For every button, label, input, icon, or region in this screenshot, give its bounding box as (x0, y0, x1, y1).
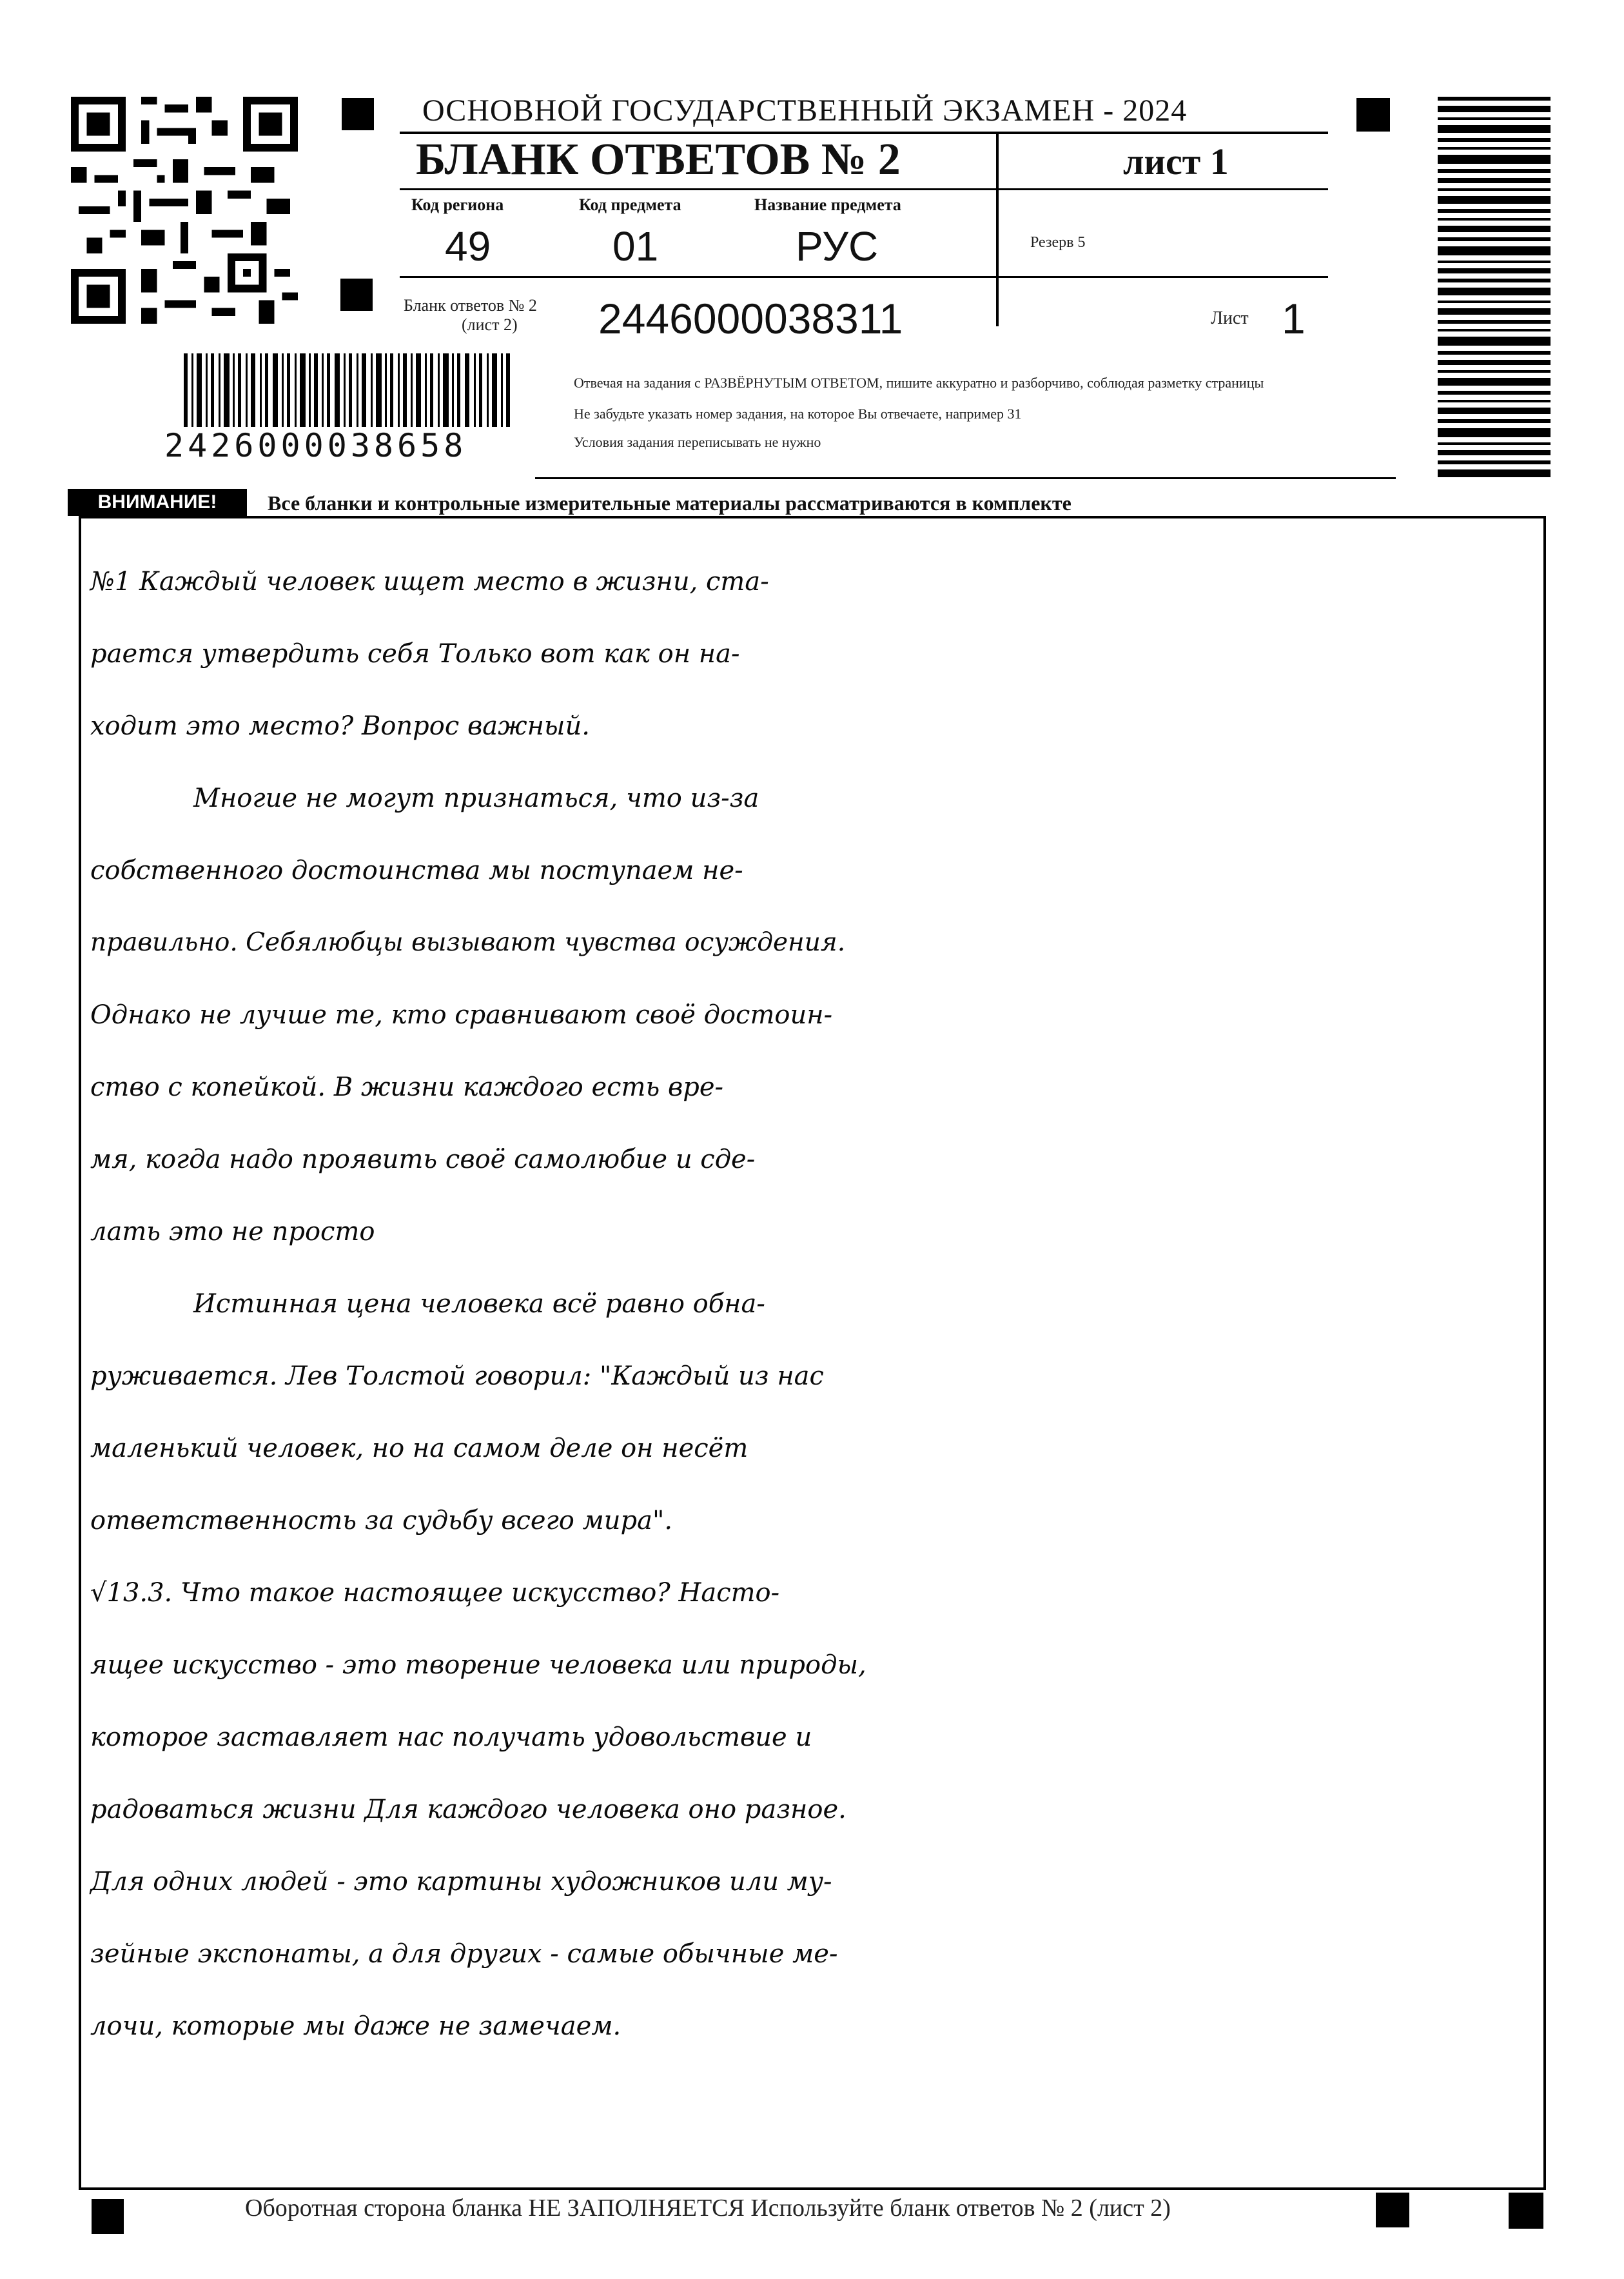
form-ref-line2: (лист 2) (462, 315, 518, 334)
answer-line: лочи, которые мы даже не замечаем. (90, 2011, 621, 2041)
side-barcode (1438, 97, 1551, 477)
answer-line: правильно. Себялюбцы вызывают чувства осуждения. (90, 928, 846, 957)
exam-title: ОСНОВНОЙ ГОСУДАРСТВЕННЫЙ ЭКЗАМЕН - 2024 (422, 94, 1188, 128)
answer-line: √13.3. Что такое настоящее искусство? Насто- (90, 1578, 780, 1608)
answer-line: ящее искусство - это творение человека или природы, (90, 1650, 866, 1680)
sheet-label: лист 1 (1123, 141, 1229, 183)
subject-name: РУС (796, 223, 879, 270)
answer-line: Истинная цена человека всё равно обна- (193, 1289, 765, 1319)
header-rule (400, 276, 1328, 278)
footer-note: Оборотная сторона бланка НЕ ЗАПОЛНЯЕТСЯ Используйте бланк ответов № 2 (лист 2) (245, 2195, 1171, 2222)
sheet-number-label: Лист (1211, 308, 1249, 328)
registration-mark (1509, 2193, 1543, 2229)
subject-code: 01 (612, 223, 659, 270)
answer-line: ответственность за судьбу всего мира". (90, 1506, 673, 1535)
form-number: 2446000038311 (598, 295, 903, 342)
answer-line: собственного достоинства мы поступаем не- (90, 856, 743, 885)
answer-line: зейные экспонаты, а для других - самые обычные ме- (90, 1939, 838, 1969)
registration-mark (342, 98, 374, 130)
region-code-label: Код региона (411, 195, 504, 214)
instruction-1: Отвечая на задания с РАЗВЁРНУТЫМ ОТВЕТОМ, пишите аккуратно и разборчиво, соблюдая разметку страницы (574, 375, 1264, 391)
qr-code (71, 97, 298, 324)
answer-line: которое заставляет нас получать удовольствие и (90, 1722, 812, 1752)
attention-bar (68, 489, 1389, 517)
answer-line: ство с копейкой. В жизни каждого есть вре- (90, 1072, 724, 1102)
subject-code-label: Код предмета (579, 195, 681, 214)
instruction-3: Условия задания переписывать не нужно (574, 434, 821, 450)
region-code: 49 (445, 223, 491, 270)
answer-line: лать это не просто (90, 1217, 375, 1247)
answer-line: Однако не лучше те, кто сравнивают своё достоин- (90, 1000, 833, 1030)
registration-mark (1356, 98, 1390, 132)
instruction-2: Не забудьте указать номер задания, на которое Вы отвечаете, например 31 (574, 406, 1022, 422)
answer-line: Для одних людей - это картины художников или му- (90, 1867, 832, 1897)
answer-line: рается утвердить себя Только вот как он на- (90, 639, 740, 669)
answer-line: Многие не могут признаться, что из-за (193, 784, 759, 813)
answer-line: ходит это место? Вопрос важный. (90, 711, 590, 741)
reserve-label: Резерв 5 (1030, 234, 1086, 251)
registration-mark (340, 279, 373, 311)
barcode-number: 2426000038658 (164, 427, 525, 464)
answer-line: радоваться жизни Для каждого человека оно разное. (90, 1795, 846, 1824)
answer-line: руживается. Лев Толстой говорил: "Каждый из нас (90, 1361, 824, 1391)
header-divider (996, 133, 999, 326)
form-ref-line1: Бланк ответов № 2 (404, 296, 537, 315)
answer-line: мя, когда надо проявить своё самолюбие и сде- (90, 1145, 756, 1174)
answer-line: маленький человек, но на самом деле он несёт (90, 1434, 748, 1463)
form-title: БЛАНК ОТВЕТОВ № 2 (416, 135, 901, 184)
subject-name-label: Название предмета (754, 195, 901, 214)
header-rule (400, 188, 1328, 190)
registration-mark (1376, 2193, 1409, 2227)
registration-mark (92, 2199, 124, 2234)
sheet-number: 1 (1282, 295, 1306, 342)
attention-text: Все бланки и контрольные измерительные материалы рассматриваются в комплекте (268, 491, 1071, 515)
header-bottom-rule (535, 477, 1396, 479)
answer-line: №1 Каждый человек ищет место в жизни, ста- (90, 567, 769, 597)
attention-badge: ВНИМАНИЕ! (68, 489, 247, 516)
